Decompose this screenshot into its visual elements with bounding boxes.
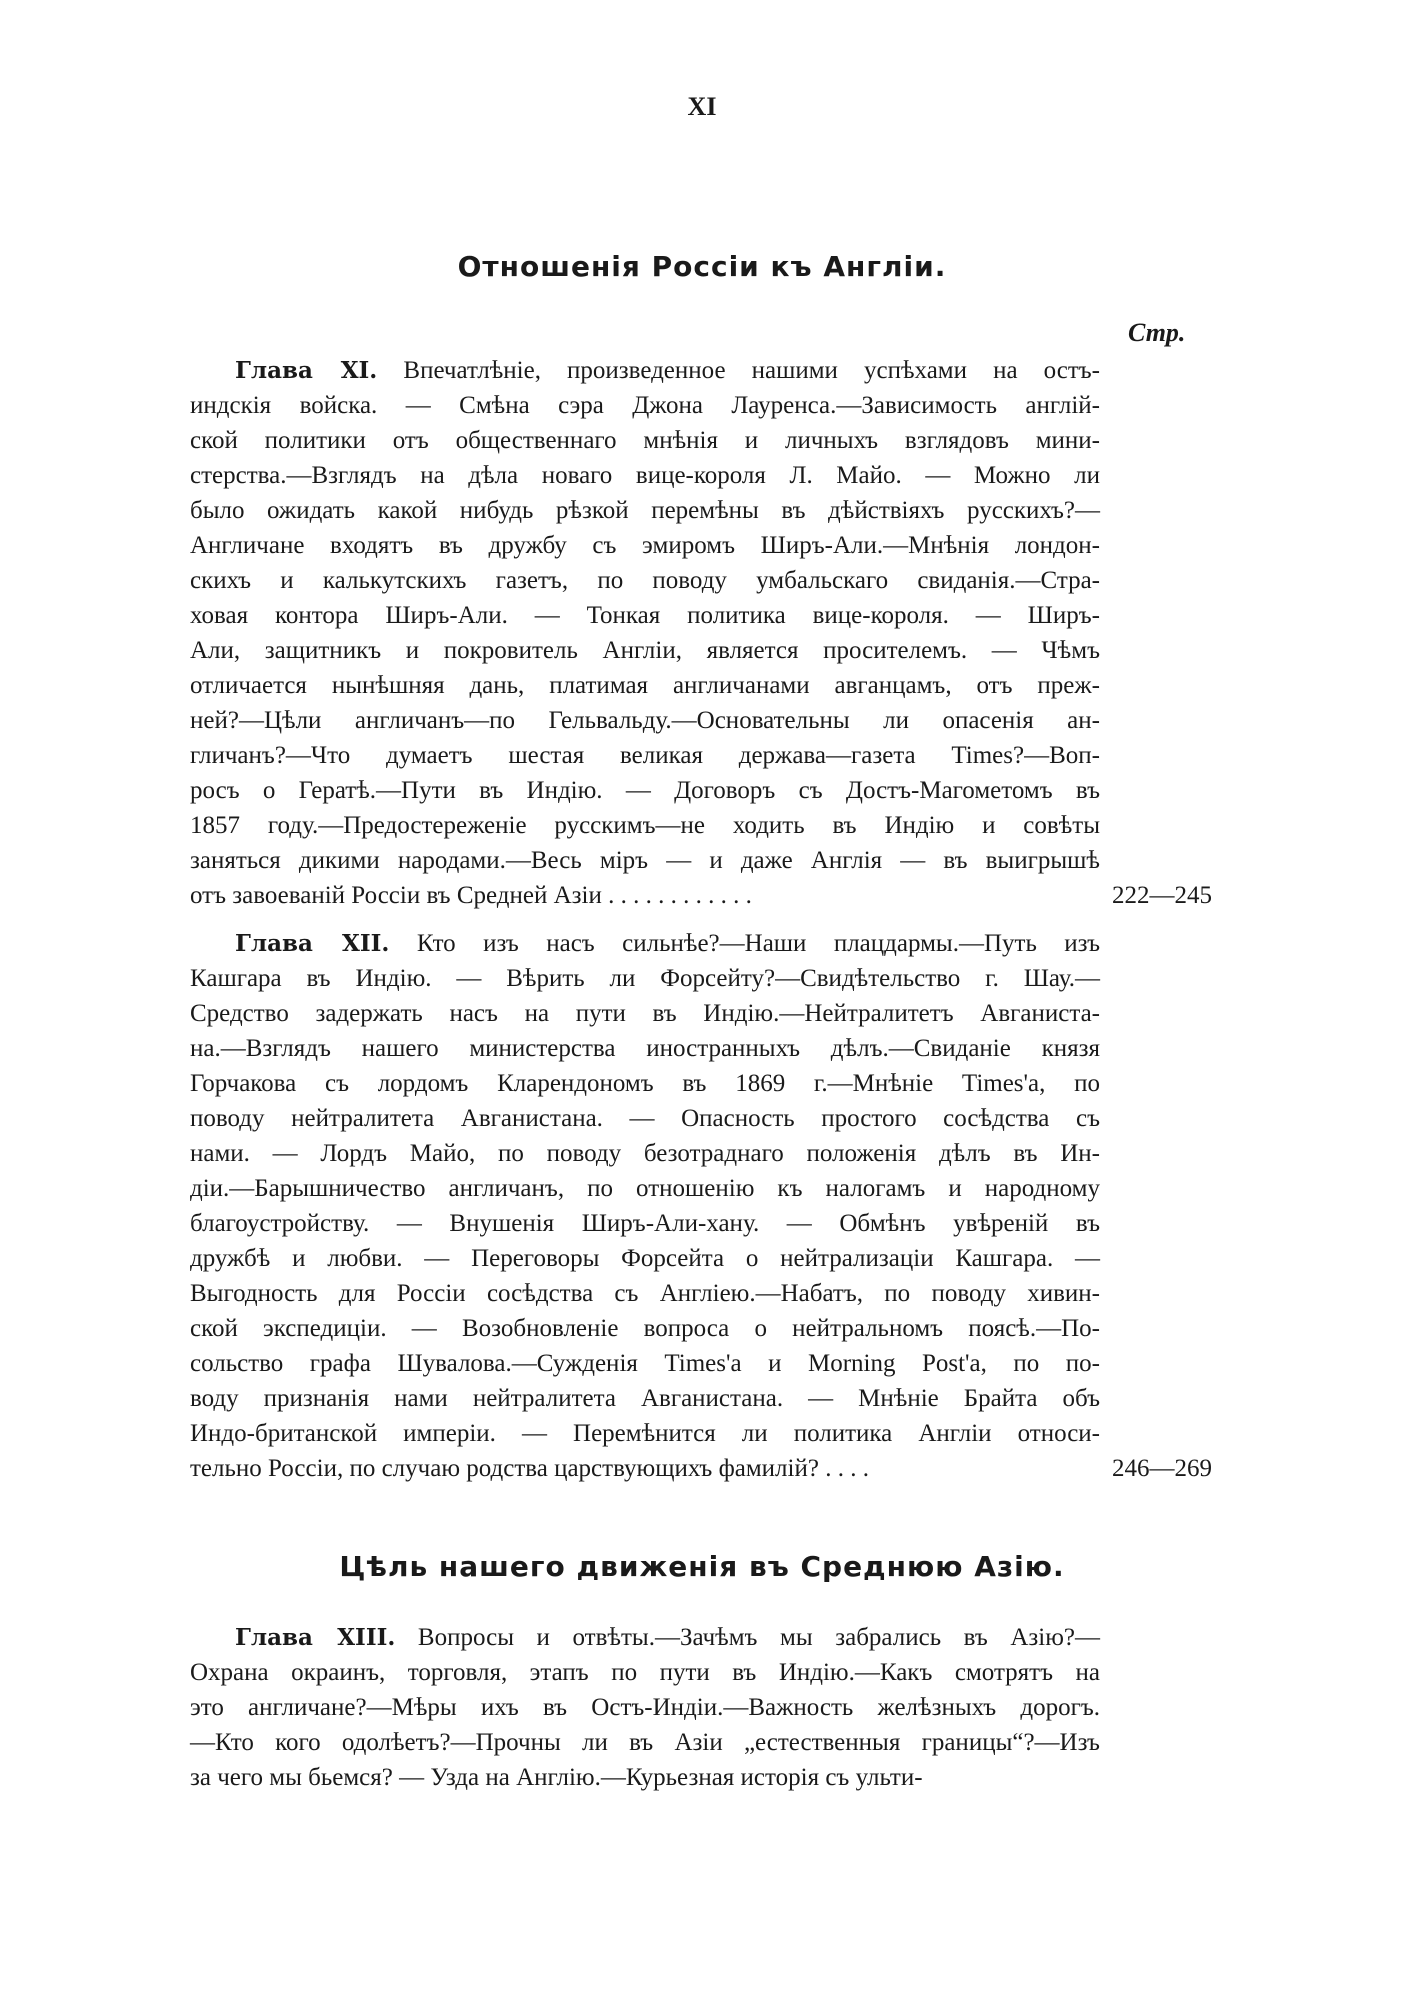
- chapter-line: [190, 668, 1100, 703]
- chapter-text: Горчакова съ лордомъ Кларендономъ въ 1869 г.—Мнѣніе Times'а, по: [190, 1070, 1100, 1097]
- chapter-line: [190, 1346, 1100, 1381]
- chapter-xi: [190, 353, 1212, 913]
- chapter-line: [190, 598, 1100, 633]
- page-column-label: Стр.: [1128, 318, 1186, 347]
- chapter-text: ней?—Цѣли англичанъ—по Гельвальду.—Основательны ли опасенія ан-: [190, 707, 1100, 734]
- chapter-line: [190, 1241, 1100, 1276]
- chapter-text: діи.—Барышничество англичанъ, по отношенію къ налогамъ и народному: [190, 1175, 1100, 1202]
- chapter-line: [190, 996, 1100, 1031]
- chapter-text: Англичане входятъ въ дружбу съ эмиромъ Ширъ-Али.—Мнѣнія лондон-: [190, 532, 1100, 559]
- chapter-line: [190, 1381, 1100, 1416]
- chapter-text: поводу нейтралитета Авганистана. — Опасность простого сосѣдства съ: [190, 1105, 1100, 1132]
- chapter-text: Средство задержать насъ на пути въ Индію.—Нейтралитетъ Авганиста-: [190, 1000, 1100, 1027]
- chapter-text: дружбѣ и любви. — Переговоры Форсейта о нейтрализаціи Кашгара. —: [190, 1245, 1100, 1272]
- page-number: XI: [687, 92, 717, 121]
- chapter-line: [190, 1276, 1100, 1311]
- chapter-line: [190, 1031, 1100, 1066]
- chapter-line: [190, 1101, 1100, 1136]
- chapter-page-range: 246—269: [1112, 1455, 1212, 1482]
- chapter-text: было ожидать какой нибудь рѣзкой перемѣны въ дѣйствіяхъ русскихъ?—: [190, 497, 1100, 524]
- chapter-line: [190, 773, 1100, 808]
- chapter-line: [190, 808, 1100, 843]
- chapter-text: Индо-британской имперіи. — Перемѣнится ли политика Англіи относи-: [190, 1420, 1100, 1447]
- chapter-line: [190, 1206, 1100, 1241]
- chapter-text: Кашгара въ Индію. — Вѣрить ли Форсейту?—Свидѣтельство г. Шау.—: [190, 965, 1100, 992]
- chapter-heading: Глава XII.: [235, 930, 390, 957]
- chapter-text: тельно Россіи, по случаю родства царствующихъ фамилій? . . . .: [190, 1455, 869, 1482]
- chapter-text: Впечатлѣніе, произведенное нашими успѣхами на остъ-: [403, 357, 1100, 384]
- chapter-line: [190, 388, 1100, 423]
- chapter-line: [190, 738, 1100, 773]
- chapter-line: [190, 1725, 1100, 1760]
- chapter-text: Вопросы и отвѣты.—Зачѣмъ мы забрались въ Азію?—: [417, 1624, 1100, 1651]
- section-title-relations: Отношенія Россіи къ Англіи.: [457, 250, 947, 283]
- chapter-line: [190, 1311, 1100, 1346]
- chapter-line: [190, 878, 1212, 913]
- chapter-text: скихъ и калькутскихъ газетъ, по поводу умбальскаго свиданія.—Стра-: [190, 567, 1100, 594]
- chapter-line: [190, 926, 1100, 961]
- chapter-text: гличанъ?—Что думаетъ шестая великая держава—газета Times?—Воп-: [190, 742, 1100, 769]
- chapter-text: за чего мы бьемся? — Узда на Англію.—Курьезная исторія съ ульти-: [190, 1764, 923, 1791]
- chapter-text: росъ о Гератѣ.—Пути въ Индію. — Договоръ съ Достъ-Магометомъ въ: [190, 777, 1100, 804]
- chapter-text: отъ завоеваній Россіи въ Средней Азіи . . . . . . . . . . . .: [190, 882, 752, 909]
- chapter-text: на.—Взглядъ нашего министерства иностранныхъ дѣлъ.—Свиданіе князя: [190, 1035, 1100, 1062]
- chapter-line: [190, 1171, 1100, 1206]
- chapter-text: заняться дикими народами.—Весь міръ — и даже Англія — въ выигрышѣ: [190, 847, 1100, 874]
- chapter-text: Охрана окраинъ, торговля, этапъ по пути въ Индію.—Какъ смотрятъ на: [190, 1659, 1100, 1686]
- chapter-text: Кто изъ насъ сильнѣе?—Наши плацдармы.—Путь изъ: [416, 930, 1101, 957]
- chapter-line: [190, 1690, 1100, 1725]
- chapter-line: [190, 1451, 1212, 1486]
- chapter-text: благоустройству. — Внушенія Ширъ-Али-хану. — Обмѣнъ увѣреній въ: [190, 1210, 1100, 1237]
- chapter-text: нами. — Лордъ Майо, по поводу безотраднаго положенія дѣлъ въ Ин-: [190, 1140, 1100, 1167]
- chapter-line: [190, 1136, 1100, 1171]
- chapter-line: [190, 493, 1100, 528]
- chapter-text: Али, защитникъ и покровитель Англіи, является просителемъ. — Чѣмъ: [190, 637, 1100, 664]
- chapter-text: —Кто кого одолѣетъ?—Прочны ли въ Азіи „естественныя границы“?—Изъ: [190, 1729, 1100, 1756]
- chapter-line: [190, 1066, 1100, 1101]
- chapter-text: 1857 году.—Предостереженіе русскимъ—не ходить въ Индію и совѣты: [190, 812, 1100, 839]
- chapter-heading: Глава XIII.: [235, 1624, 396, 1651]
- chapter-text: отличается нынѣшняя дань, платимая англичанами авганцамъ, отъ преж-: [190, 672, 1100, 699]
- chapter-text: стерства.—Взглядъ на дѣла новаго вице-короля Л. Майо. — Можно ли: [190, 462, 1100, 489]
- chapter-text: Выгодность для Россіи сосѣдства съ Англіею.—Набатъ, по поводу хивин-: [190, 1280, 1100, 1307]
- chapter-text: сольство графа Шувалова.—Сужденія Times'а и Morning Post'а, по по-: [190, 1350, 1100, 1377]
- chapter-line: [190, 703, 1100, 738]
- chapter-page-range: 222—245: [1112, 882, 1212, 909]
- chapter-line: [190, 458, 1100, 493]
- chapter-xii: [190, 926, 1212, 1486]
- chapter-heading: Глава XI.: [235, 357, 378, 384]
- chapter-line: [190, 1416, 1100, 1451]
- chapter-line: [190, 563, 1100, 598]
- chapter-line: [190, 961, 1100, 996]
- chapter-line: [190, 528, 1100, 563]
- chapter-line: [190, 1655, 1100, 1690]
- chapter-xiii: [190, 1620, 1100, 1795]
- chapter-text: ховая контора Ширъ-Али. — Тонкая политика вице-короля. — Ширъ-: [190, 602, 1100, 629]
- chapter-line: [190, 843, 1100, 878]
- chapter-text: индскія войска. — Смѣна сэра Джона Лауренса.—Зависимость англій-: [190, 392, 1100, 419]
- chapter-line: [190, 423, 1100, 458]
- chapter-text: это англичане?—Мѣры ихъ въ Остъ-Индіи.—Важность желѣзныхъ дорогъ.: [190, 1694, 1100, 1721]
- chapter-line: [190, 1620, 1100, 1655]
- chapter-text: ской экспедиціи. — Возобновленіе вопроса о нейтральномъ поясѣ.—По-: [190, 1315, 1100, 1342]
- section-title-goal: Цѣль нашего движенія въ Среднюю Азію.: [339, 1550, 1065, 1583]
- chapter-line: [190, 353, 1100, 388]
- chapter-text: воду признанія нами нейтралитета Авганистана. — Мнѣніе Брайта объ: [190, 1385, 1100, 1412]
- chapter-line: [190, 633, 1100, 668]
- chapter-text: ской политики отъ общественнаго мнѣнія и личныхъ взглядовъ мини-: [190, 427, 1100, 454]
- chapter-line: [190, 1760, 1100, 1795]
